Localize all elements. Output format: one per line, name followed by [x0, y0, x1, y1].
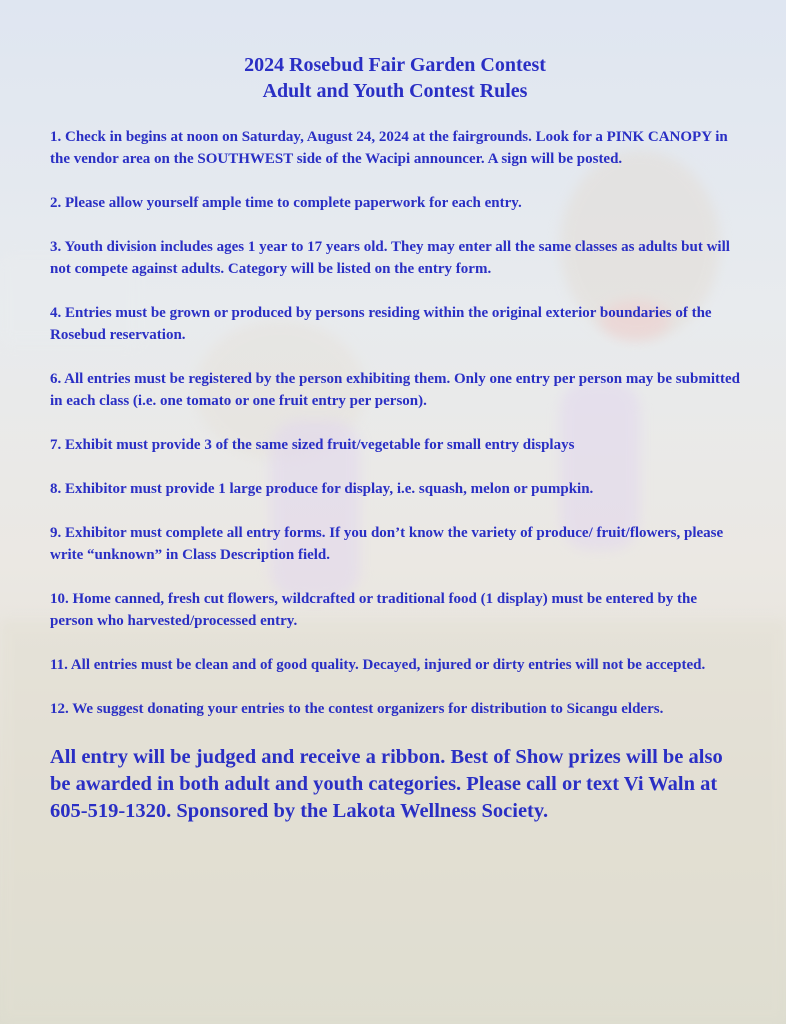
- rule-item: 8. Exhibitor must provide 1 large produce for display, i.e. squash, melon or pumpkin.: [50, 481, 594, 497]
- rule-item: 10. Home canned, fresh cut flowers, wildcrafted or traditional food (1 display) must be entered by the person who harvested/processed entry.: [50, 591, 698, 629]
- rule-item: 12. We suggest donating your entries to the contest organizers for distribution to Sicangu elders.: [50, 701, 664, 717]
- title-line-1: 2024 Rosebud Fair Garden Contest: [244, 54, 546, 76]
- rule-item: 11. All entries must be clean and of good quality. Decayed, injured or dirty entries will not be accepted.: [50, 657, 706, 673]
- rule-item: 4. Entries must be grown or produced by persons residing within the original exterior boundaries of the Rosebud reservation.: [50, 305, 712, 343]
- rule-item: 7. Exhibit must provide 3 of the same sized fruit/vegetable for small entry displays: [50, 437, 575, 453]
- rules-list: [50, 126, 740, 720]
- title-line-2: Adult and Youth Contest Rules: [262, 80, 528, 102]
- rule-item: 6. All entries must be registered by the person exhibiting them. Only one entry per person may be submitted in each class (i.e. one tomato or one fruit entry per person).: [50, 371, 740, 409]
- rule-item: 1. Check in begins at noon on Saturday, August 24, 2024 at the fairgrounds. Look for a PINK CANOPY in the vendor area on the SOUTHWEST side of the Wacipi announcer. A sign will be posted.: [50, 129, 728, 167]
- rule-item: 9. Exhibitor must complete all entry forms. If you don’t know the variety of produce/ fruit/flowers, please write “unknown” in Class Description field.: [50, 525, 724, 563]
- flyer-title: [50, 52, 740, 104]
- rule-item: 3. Youth division includes ages 1 year to 17 years old. They may enter all the same classes as adults but will not compete against adults. Category will be listed on the entry form.: [50, 239, 730, 277]
- closing-statement: All entry will be judged and receive a ribbon. Best of Show prizes will be also be awarded in both adult and youth categories. Please call or text Vi Waln at 605-519-1320. Sponsored by the Lakota Wellness Society.: [50, 746, 723, 822]
- rule-item: 2. Please allow yourself ample time to complete paperwork for each entry.: [50, 195, 522, 211]
- flyer-content: [50, 52, 740, 825]
